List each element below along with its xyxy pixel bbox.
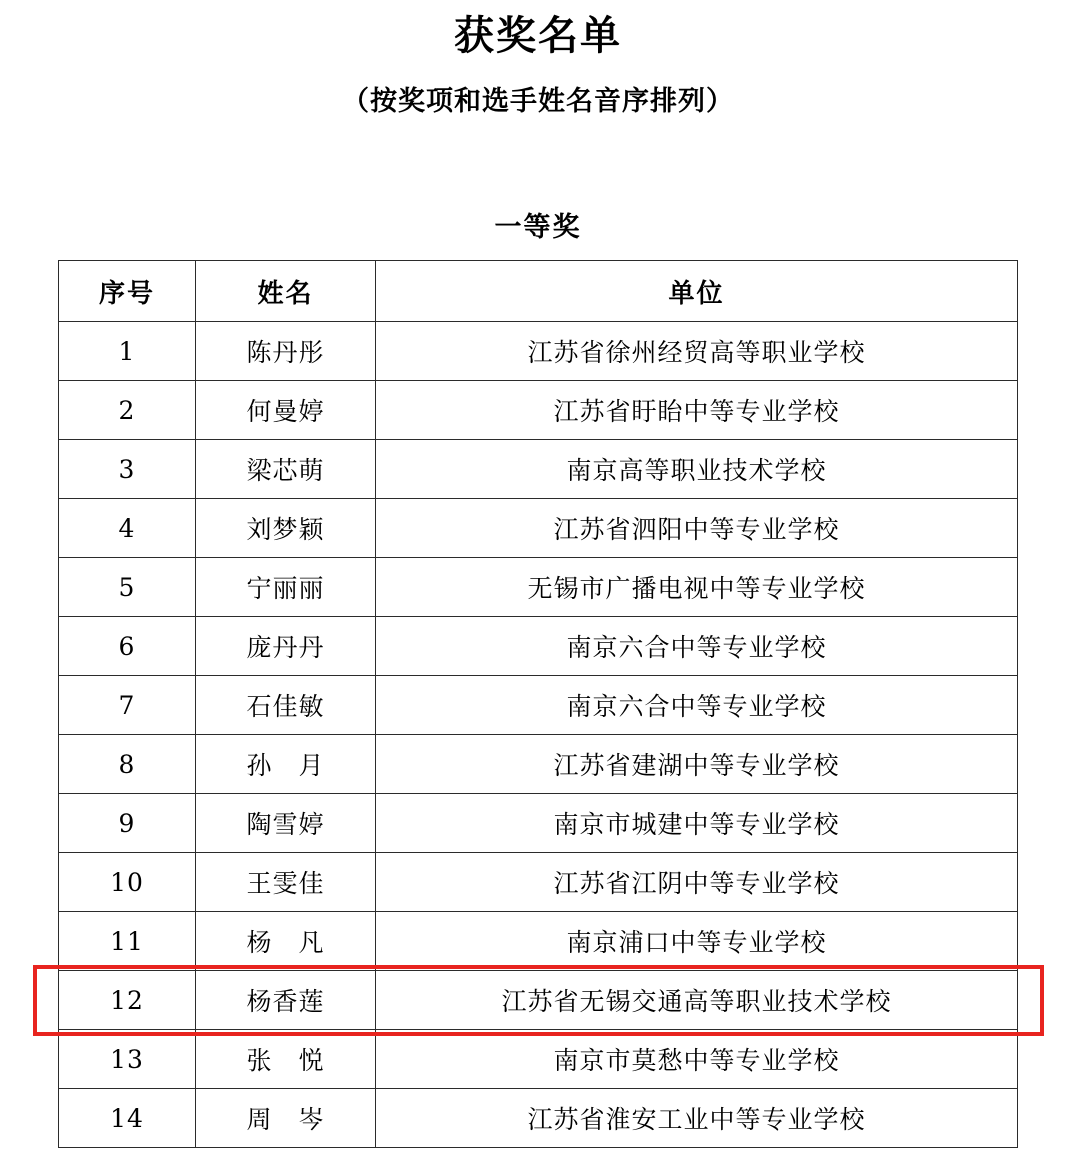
- cell-name: 孙 月: [196, 735, 376, 794]
- cell-unit: 南京六合中等专业学校: [376, 617, 1018, 676]
- cell-index: 4: [59, 499, 196, 558]
- cell-index: 11: [59, 912, 196, 971]
- cell-unit: 南京市城建中等专业学校: [376, 794, 1018, 853]
- page-title: 获奖名单: [454, 12, 622, 59]
- cell-name: 陈丹彤: [196, 322, 376, 381]
- cell-index: 5: [59, 558, 196, 617]
- table-row: [59, 617, 1018, 676]
- cell-unit: 江苏省徐州经贸高等职业学校: [376, 322, 1018, 381]
- cell-name: 王雯佳: [196, 853, 376, 912]
- cell-name: 梁芯萌: [196, 440, 376, 499]
- cell-unit: 无锡市广播电视中等专业学校: [376, 558, 1018, 617]
- cell-name: 杨香莲: [196, 971, 376, 1030]
- table-header-row: [59, 261, 1018, 322]
- cell-index: 3: [59, 440, 196, 499]
- cell-index: 7: [59, 676, 196, 735]
- cell-name: 陶雪婷: [196, 794, 376, 853]
- cell-index: 13: [59, 1030, 196, 1089]
- cell-name: 宁丽丽: [196, 558, 376, 617]
- cell-name: 石佳敏: [196, 676, 376, 735]
- table-row: [59, 853, 1018, 912]
- table-row: [59, 1089, 1018, 1148]
- cell-index: 2: [59, 381, 196, 440]
- cell-unit: 江苏省淮安工业中等专业学校: [376, 1089, 1018, 1148]
- table-row-highlighted: [59, 971, 1018, 1030]
- cell-name: 周 岑: [196, 1089, 376, 1148]
- cell-unit: 南京市莫愁中等专业学校: [376, 1030, 1018, 1089]
- cell-name: 何曼婷: [196, 381, 376, 440]
- cell-index: 8: [59, 735, 196, 794]
- cell-unit: 江苏省无锡交通高等职业技术学校: [376, 971, 1018, 1030]
- table-body: [59, 322, 1018, 1148]
- table-row: [59, 499, 1018, 558]
- cell-unit: 江苏省建湖中等专业学校: [376, 735, 1018, 794]
- page-subtitle: （按奖项和选手姓名音序排列）: [342, 86, 734, 117]
- cell-name: 庞丹丹: [196, 617, 376, 676]
- cell-index: 12: [59, 971, 196, 1030]
- table-row: [59, 735, 1018, 794]
- table-row: [59, 558, 1018, 617]
- column-header-name: 姓名: [196, 261, 376, 322]
- table-row: [59, 440, 1018, 499]
- winners-table-container: [0, 260, 1076, 1148]
- table-row: [59, 794, 1018, 853]
- cell-name: 刘梦颖: [196, 499, 376, 558]
- table-row: [59, 912, 1018, 971]
- table-header: [59, 261, 1018, 322]
- table-row: [59, 676, 1018, 735]
- cell-unit: 南京高等职业技术学校: [376, 440, 1018, 499]
- cell-name: 张 悦: [196, 1030, 376, 1089]
- table-row: [59, 322, 1018, 381]
- cell-index: 10: [59, 853, 196, 912]
- award-category-heading: 一等奖: [494, 212, 582, 244]
- cell-unit: 江苏省泗阳中等专业学校: [376, 499, 1018, 558]
- cell-unit: 南京浦口中等专业学校: [376, 912, 1018, 971]
- column-header-index: 序号: [59, 261, 196, 322]
- table-row: [59, 381, 1018, 440]
- document-page: [0, 10, 1076, 1158]
- cell-index: 6: [59, 617, 196, 676]
- cell-name: 杨 凡: [196, 912, 376, 971]
- cell-index: 1: [59, 322, 196, 381]
- cell-index: 9: [59, 794, 196, 853]
- winners-table: [58, 260, 1018, 1148]
- cell-unit: 江苏省盱眙中等专业学校: [376, 381, 1018, 440]
- table-row: [59, 1030, 1018, 1089]
- cell-unit: 南京六合中等专业学校: [376, 676, 1018, 735]
- cell-index: 14: [59, 1089, 196, 1148]
- column-header-unit: 单位: [376, 261, 1018, 322]
- cell-unit: 江苏省江阴中等专业学校: [376, 853, 1018, 912]
